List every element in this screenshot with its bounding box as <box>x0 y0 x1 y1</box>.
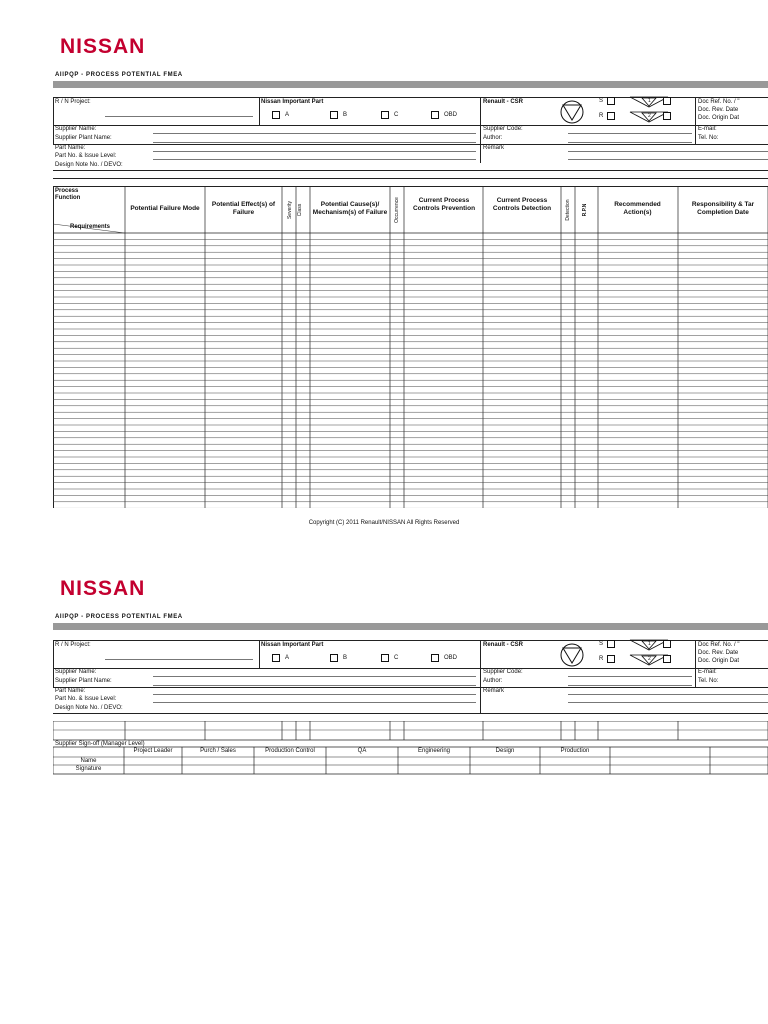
checkbox-tri-1[interactable] <box>663 97 671 105</box>
csr-triangle-circle-icon <box>560 100 584 124</box>
detection-header: Detection <box>565 199 571 221</box>
signoff-row-signature: Signature <box>75 766 102 772</box>
checkbox-s[interactable] <box>607 97 615 105</box>
s-label: S <box>599 98 604 104</box>
signoff-row-name: Name <box>80 758 97 764</box>
effects-header: Potential Effect(s) of Failure <box>211 201 276 216</box>
option-obd: OBD <box>444 112 458 118</box>
tri-1-label-2: 1 <box>648 641 651 647</box>
doc-ref-label-2: Doc Ref. No. / " <box>698 642 740 648</box>
occurrence-header: Occurrence <box>394 197 400 223</box>
project-label-2: R / N Project: <box>55 642 91 648</box>
failure-mode-header: Potential Failure Mode <box>130 205 200 212</box>
option-b-2: B <box>343 655 348 661</box>
detection-controls-header: Current Process Controls Detection <box>492 197 552 212</box>
option-c-2: C <box>394 655 399 661</box>
supplier-code-label: Supplier Code: <box>483 126 523 132</box>
remark-label: Remark <box>483 145 505 151</box>
part-name-label-2: Part Name: <box>55 688 86 694</box>
r-label-2: R <box>599 656 604 662</box>
blank-row-strip <box>53 721 768 741</box>
r-label: R <box>599 113 604 119</box>
checkbox-s-2[interactable] <box>607 640 615 648</box>
class-header: Class <box>297 203 303 217</box>
signoff-col-engineering: Engineering <box>417 748 451 754</box>
signoff-col-purch-sales: Purch / Sales <box>200 748 236 754</box>
checkbox-b-2[interactable] <box>330 654 338 662</box>
severity-header: Severity <box>287 200 293 220</box>
signoff-grid <box>53 740 768 776</box>
doc-rev-label: Doc. Rev. Date <box>698 107 739 113</box>
supplier-name-label-2: Supplier Name: <box>55 669 97 675</box>
recommended-header: Recommended Action(s) <box>614 201 661 216</box>
signoff-col-project-leader: Project Leader <box>133 748 173 754</box>
project-label: R / N Project: <box>55 99 91 105</box>
document-title: AIIPQP - PROCESS POTENTIAL FMEA <box>55 72 183 78</box>
checkbox-tri-1-2[interactable] <box>663 640 671 648</box>
checkbox-obd[interactable] <box>431 111 439 119</box>
signoff-title: Supplier Sign-off (Manager Level) <box>55 741 145 747</box>
option-c: C <box>394 112 399 118</box>
nissan-logo-2: NISSAN <box>60 577 146 600</box>
doc-ref-label: Doc Ref. No. / " <box>698 99 740 105</box>
title-bar <box>53 81 768 88</box>
checkbox-c[interactable] <box>381 111 389 119</box>
option-a: A <box>285 112 290 118</box>
supplier-code-label-2: Supplier Code: <box>483 669 523 675</box>
checkbox-r-2[interactable] <box>607 655 615 663</box>
author-label: Author: <box>483 135 503 141</box>
signoff-col-production: Production <box>560 748 590 754</box>
option-a-2: A <box>285 655 290 661</box>
important-part-label: Nissan Important Part <box>261 99 324 105</box>
table-grid <box>53 186 768 508</box>
remark-label-2: Remark <box>483 688 505 694</box>
author-label-2: Author: <box>483 678 503 684</box>
tel-label: Tel. No: <box>698 135 719 141</box>
checkbox-a-2[interactable] <box>272 654 280 662</box>
email-label: E-mail: <box>698 126 717 132</box>
csr-triangle-circle-icon-2 <box>560 643 584 667</box>
supplier-plant-label-2: Supplier Plant Name: <box>55 678 112 684</box>
important-part-label-2: Nissan Important Part <box>261 642 324 648</box>
part-no-label: Part No. & Issue Level: <box>55 153 117 159</box>
checkbox-tri-2-2[interactable] <box>663 655 671 663</box>
checkbox-a[interactable] <box>272 111 280 119</box>
checkbox-obd-2[interactable] <box>431 654 439 662</box>
supplier-plant-label: Supplier Plant Name: <box>55 135 112 141</box>
responsibility-header: Responsibility & Tar Completion Date <box>691 201 755 216</box>
part-no-label-2: Part No. & Issue Level: <box>55 696 117 702</box>
checkbox-b[interactable] <box>330 111 338 119</box>
document-title-2: AIIPQP - PROCESS POTENTIAL FMEA <box>55 614 183 620</box>
supplier-name-label: Supplier Name: <box>55 126 97 132</box>
tel-label-2: Tel. No: <box>698 678 719 684</box>
rpn-header: R.P.N <box>582 203 588 217</box>
requirements-header: Requirements <box>70 224 111 230</box>
doc-rev-label-2: Doc. Rev. Date <box>698 650 739 656</box>
csr-label-2: Renault - CSR <box>483 642 524 648</box>
process-function-header: Process Function <box>55 188 81 201</box>
part-name-label: Part Name: <box>55 145 86 151</box>
title-bar-2 <box>53 623 768 630</box>
design-note-label-2: Design Note No. / DEVO: <box>55 705 123 711</box>
csr-label: Renault - CSR <box>483 99 524 105</box>
checkbox-c-2[interactable] <box>381 654 389 662</box>
option-obd-2: OBD <box>444 655 458 661</box>
tri-2-label-2: 2 <box>648 656 651 662</box>
causes-header: Potential Cause(s)/ Mechanism(s) of Failure <box>312 201 388 216</box>
signoff-col-qa: QA <box>357 748 367 754</box>
signoff-col-production-control: Production Control <box>265 748 315 754</box>
design-note-label: Design Note No. / DEVO: <box>55 162 123 168</box>
doc-origin-label: Doc. Origin Dat <box>698 115 740 121</box>
s-label-2: S <box>599 641 604 647</box>
signoff-col-design: Design <box>495 748 515 754</box>
tri-1-label: 1 <box>648 98 651 104</box>
tri-2-label: 2 <box>648 113 651 119</box>
doc-origin-label-2: Doc. Origin Dat <box>698 658 740 664</box>
prevention-header: Current Process Controls Prevention <box>412 197 476 212</box>
option-b: B <box>343 112 348 118</box>
copyright-text: Copyright (C) 2011 Renault/NISSAN All Rights Reserved <box>308 520 460 526</box>
nissan-logo: NISSAN <box>60 35 146 58</box>
checkbox-r[interactable] <box>607 112 615 120</box>
email-label-2: E-mail: <box>698 669 717 675</box>
checkbox-tri-2[interactable] <box>663 112 671 120</box>
